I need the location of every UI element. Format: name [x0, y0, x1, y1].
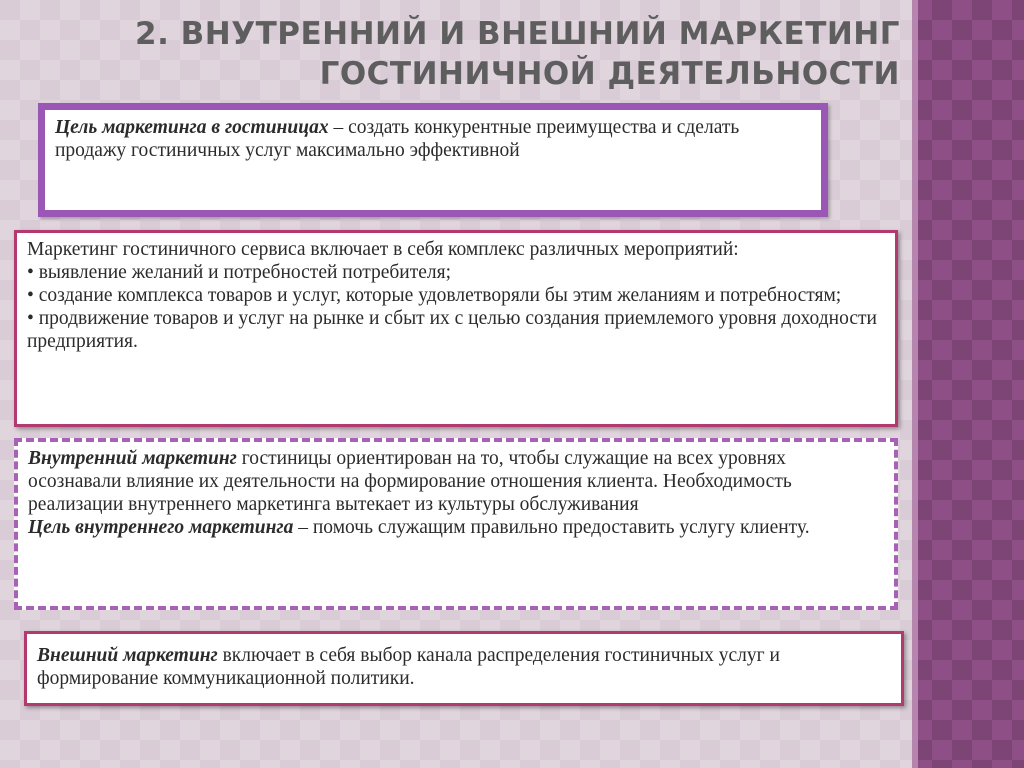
external-marketing-box — [24, 631, 904, 706]
internal-marketing-term: Внутренний маркетинг — [28, 448, 237, 469]
hotel-service-intro: Маркетинг гостиничного сервиса включает в себя комплекс различных мероприятий: — [27, 239, 739, 260]
marketing-goal-paragraph — [55, 116, 811, 162]
marketing-goal-text: – создать конкурентные преимущества и сделать продажу гостиничных услуг максимально эффективной — [55, 117, 740, 161]
list-item: • выявление желаний и потребностей потребителя; — [27, 262, 452, 283]
external-marketing-text: включает в себя выбор канала распределения гостиничных услуг и формирование коммуникационной политики. — [37, 645, 780, 689]
external-marketing-paragraph — [37, 644, 891, 690]
slide-title — [120, 14, 900, 94]
marketing-goal-term: Цель маркетинга в гостиницах — [55, 117, 329, 138]
internal-marketing-goal-paragraph — [28, 516, 884, 539]
list-item: • продвижение товаров и услуг на рынке и сбыт их с целью создания приемлемого уровня доходности предприятия. — [27, 308, 877, 352]
list-item: • создание комплекса товаров и услуг, которые удовлетворяли бы этим желаниям и потребностям; — [27, 285, 842, 306]
hotel-service-marketing-box — [14, 230, 898, 427]
internal-marketing-goal-term: Цель внутреннего маркетинга — [28, 517, 294, 538]
internal-marketing-goal-text: – помочь служащим правильно предоставить услугу клиенту. — [293, 517, 810, 538]
internal-marketing-paragraph — [28, 447, 884, 516]
marketing-goal-box — [38, 103, 828, 217]
internal-marketing-box — [14, 438, 898, 610]
decorative-side-band — [912, 0, 1024, 768]
slide-title-line-1: 2. ВНУТРЕННИЙ И ВНЕШНИЙ МАРКЕТИНГ — [135, 16, 900, 52]
internal-marketing-text: гостиницы ориентирован на то, чтобы служащие на всех уровнях осознавали влияние их деятельности на формирование отношения клиента. Необходимость реализации внутреннего маркетинга вытекает из культуры обслуживания — [28, 448, 792, 515]
external-marketing-term: Внешний маркетинг — [37, 645, 218, 666]
slide-title-line-2: ГОСТИНИЧНОЙ ДЕЯТЕЛЬНОСТИ — [319, 56, 900, 92]
